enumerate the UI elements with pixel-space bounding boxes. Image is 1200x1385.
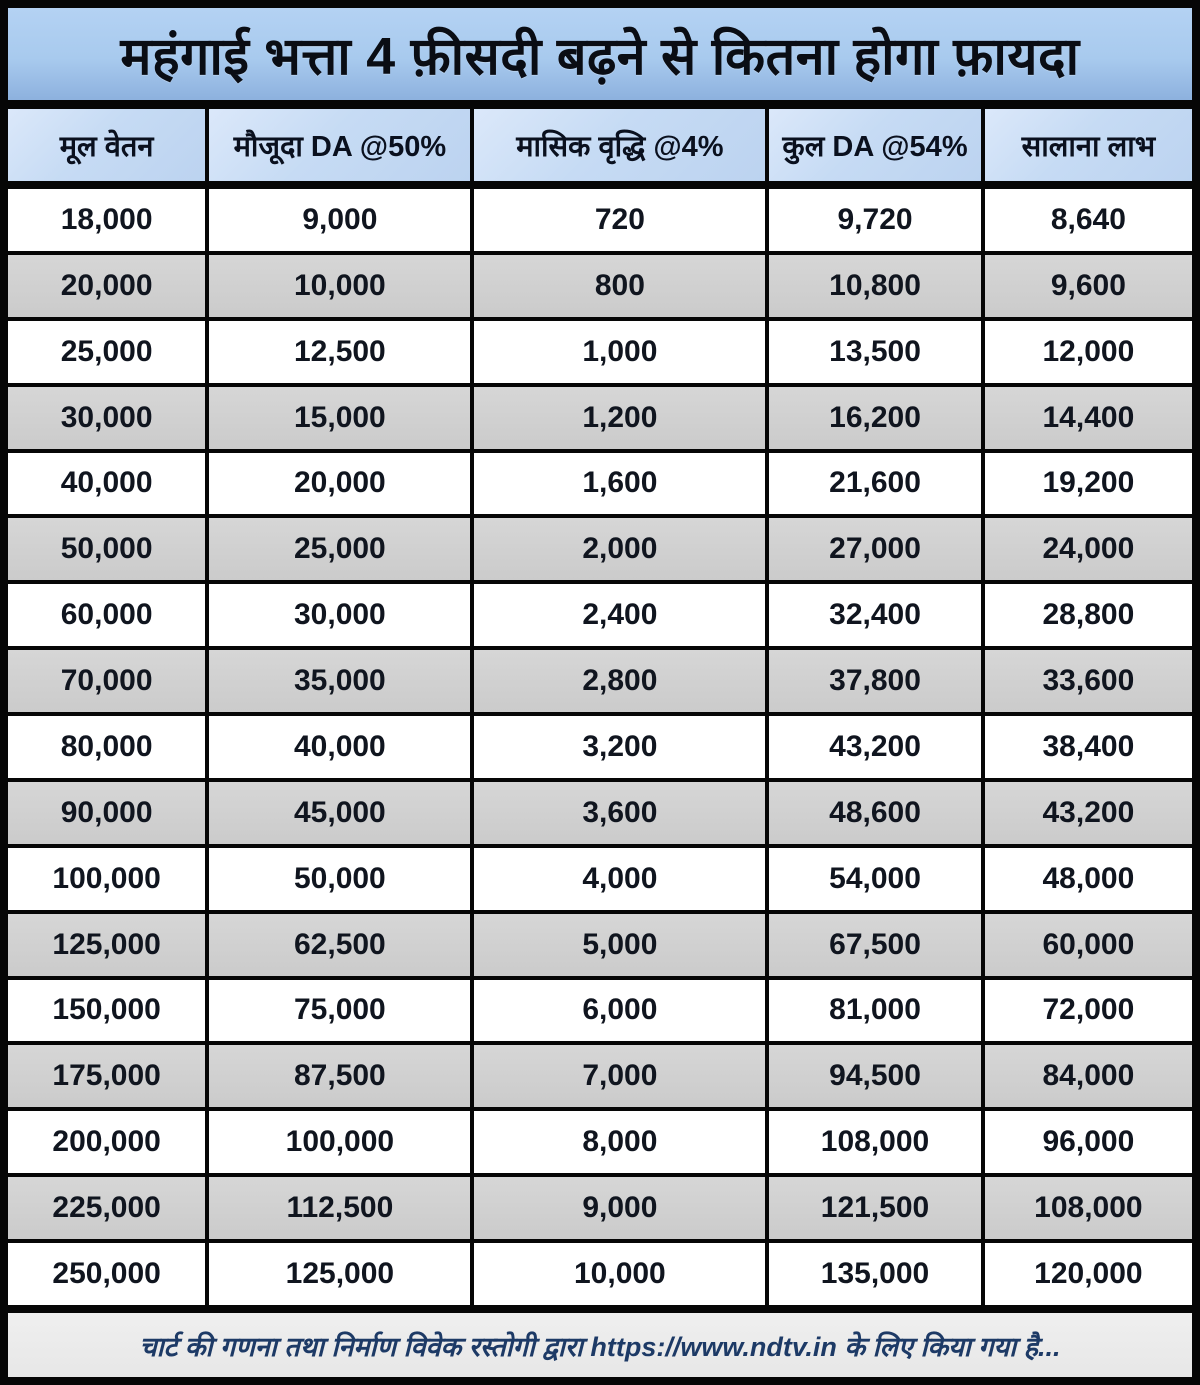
table-cell: 13,500 — [769, 321, 984, 383]
table-cell: 40,000 — [8, 453, 209, 515]
table-cell: 21,600 — [769, 453, 984, 515]
table-cell: 81,000 — [769, 980, 984, 1042]
table-cell: 16,200 — [769, 387, 984, 449]
table-cell: 94,500 — [769, 1045, 984, 1107]
table-cell: 10,000 — [209, 255, 474, 317]
table-cell: 24,000 — [985, 518, 1192, 580]
table-cell: 43,200 — [985, 782, 1192, 844]
table-row — [8, 1041, 1192, 1107]
table-cell: 5,000 — [474, 914, 769, 976]
table-cell: 60,000 — [8, 584, 209, 646]
table-cell: 48,000 — [985, 848, 1192, 910]
table-cell: 4,000 — [474, 848, 769, 910]
table-cell: 84,000 — [985, 1045, 1192, 1107]
table-cell: 72,000 — [985, 980, 1192, 1042]
table-cell: 125,000 — [8, 914, 209, 976]
table-cell: 135,000 — [769, 1243, 984, 1305]
title-bar — [8, 8, 1192, 100]
table-row — [8, 1239, 1192, 1305]
column-header: सालाना लाभ — [985, 109, 1192, 181]
table-row — [8, 1107, 1192, 1173]
table-cell: 12,000 — [985, 321, 1192, 383]
table-cell: 1,000 — [474, 321, 769, 383]
table-cell: 43,200 — [769, 716, 984, 778]
table-row — [8, 383, 1192, 449]
table-cell: 48,600 — [769, 782, 984, 844]
page-title: महंगाई भत्ता 4 फ़ीसदी बढ़ने से कितना होगा फ़ायदा — [120, 27, 1080, 86]
table-cell: 25,000 — [8, 321, 209, 383]
footer-credit — [140, 1327, 1061, 1364]
table-cell: 20,000 — [8, 255, 209, 317]
table-cell: 62,500 — [209, 914, 474, 976]
table-cell: 108,000 — [985, 1177, 1192, 1239]
table-row — [8, 251, 1192, 317]
table-cell: 175,000 — [8, 1045, 209, 1107]
table-cell: 112,500 — [209, 1177, 474, 1239]
column-header: मासिक वृद्धि @4% — [474, 109, 769, 181]
table-cell: 200,000 — [8, 1111, 209, 1173]
column-header: कुल DA @54% — [769, 109, 984, 181]
table-row — [8, 1173, 1192, 1239]
table-cell: 25,000 — [209, 518, 474, 580]
table-cell: 33,600 — [985, 650, 1192, 712]
table-cell: 45,000 — [209, 782, 474, 844]
table-cell: 15,000 — [209, 387, 474, 449]
footer-url: https://www.ndtv.in — [590, 1331, 837, 1362]
table-row — [8, 580, 1192, 646]
table-row — [8, 778, 1192, 844]
table-cell: 32,400 — [769, 584, 984, 646]
table-cell: 108,000 — [769, 1111, 984, 1173]
table-cell: 3,600 — [474, 782, 769, 844]
table-cell: 8,640 — [985, 189, 1192, 251]
table-cell: 225,000 — [8, 1177, 209, 1239]
footer-credit-prefix: चार्ट की गणना तथा निर्माण विवेक रस्तोगी द्वारा — [139, 1331, 591, 1362]
table-row — [8, 189, 1192, 251]
table-cell: 2,400 — [474, 584, 769, 646]
footer-bar — [8, 1313, 1192, 1377]
table-cell: 96,000 — [985, 1111, 1192, 1173]
table-row — [8, 712, 1192, 778]
table-cell: 50,000 — [209, 848, 474, 910]
table-cell: 70,000 — [8, 650, 209, 712]
table-cell: 10,800 — [769, 255, 984, 317]
table-row — [8, 317, 1192, 383]
table-cell: 125,000 — [209, 1243, 474, 1305]
table-cell: 54,000 — [769, 848, 984, 910]
footer-credit-suffix: के लिए किया गया है... — [836, 1331, 1061, 1362]
table-header-row — [8, 109, 1192, 181]
table-row — [8, 449, 1192, 515]
table-cell: 67,500 — [769, 914, 984, 976]
table-cell: 60,000 — [985, 914, 1192, 976]
table-cell: 75,000 — [209, 980, 474, 1042]
table-cell: 1,600 — [474, 453, 769, 515]
table-cell: 100,000 — [209, 1111, 474, 1173]
table-cell: 14,400 — [985, 387, 1192, 449]
table-cell: 12,500 — [209, 321, 474, 383]
table-cell: 250,000 — [8, 1243, 209, 1305]
table-cell: 121,500 — [769, 1177, 984, 1239]
table-cell: 80,000 — [8, 716, 209, 778]
table-cell: 19,200 — [985, 453, 1192, 515]
table-cell: 9,600 — [985, 255, 1192, 317]
table-cell: 30,000 — [209, 584, 474, 646]
table-cell: 2,000 — [474, 518, 769, 580]
table-cell: 10,000 — [474, 1243, 769, 1305]
table-row — [8, 514, 1192, 580]
table-cell: 7,000 — [474, 1045, 769, 1107]
table-cell: 90,000 — [8, 782, 209, 844]
table-cell: 3,200 — [474, 716, 769, 778]
table-cell: 35,000 — [209, 650, 474, 712]
table-body — [8, 189, 1192, 1305]
table-cell: 30,000 — [8, 387, 209, 449]
table-cell: 6,000 — [474, 980, 769, 1042]
table-cell: 20,000 — [209, 453, 474, 515]
table-cell: 28,800 — [985, 584, 1192, 646]
table-cell: 8,000 — [474, 1111, 769, 1173]
table-cell: 2,800 — [474, 650, 769, 712]
table-cell: 800 — [474, 255, 769, 317]
table-cell: 720 — [474, 189, 769, 251]
table-cell: 40,000 — [209, 716, 474, 778]
table-cell: 38,400 — [985, 716, 1192, 778]
table-cell: 1,200 — [474, 387, 769, 449]
column-header: मूल वेतन — [8, 109, 209, 181]
table-cell: 9,000 — [474, 1177, 769, 1239]
table-row — [8, 910, 1192, 976]
table-cell: 100,000 — [8, 848, 209, 910]
table-cell: 120,000 — [985, 1243, 1192, 1305]
table-cell: 9,000 — [209, 189, 474, 251]
table-row — [8, 976, 1192, 1042]
table-cell: 87,500 — [209, 1045, 474, 1107]
table-cell: 9,720 — [769, 189, 984, 251]
table-row — [8, 646, 1192, 712]
table-cell: 150,000 — [8, 980, 209, 1042]
table-cell: 27,000 — [769, 518, 984, 580]
table-cell: 18,000 — [8, 189, 209, 251]
table-cell: 50,000 — [8, 518, 209, 580]
table-row — [8, 844, 1192, 910]
column-header: मौजूदा DA @50% — [209, 109, 474, 181]
table-cell: 37,800 — [769, 650, 984, 712]
